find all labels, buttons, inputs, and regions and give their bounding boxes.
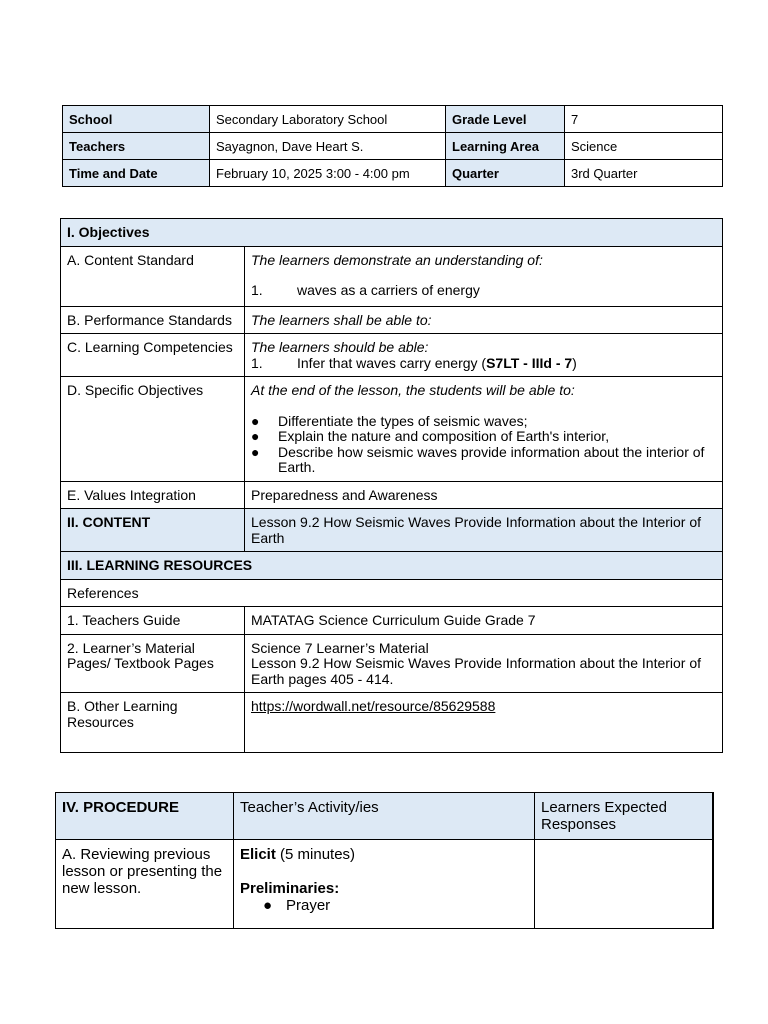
learning-resources-heading: III. LEARNING RESOURCES [61,552,723,580]
performance-standards-label: B. Performance Standards [61,306,245,334]
preliminaries-list [240,897,528,914]
wordwall-link[interactable]: https://wordwall.net/resource/85629588 [251,698,496,714]
competencies-intro: The learners should be able: [251,339,429,355]
competency-line [297,356,577,372]
teachers-value: Sayagnon, Dave Heart S. [210,133,446,160]
bullet-icon: ● [251,428,260,444]
content-text: Lesson 9.2 How Seismic Waves Provide Information about the Interior of Earth [245,509,723,552]
content-standard-intro: The learners demonstrate an understanding of: [251,251,543,268]
competency-text: Infer that waves carry energy ( [297,354,487,371]
values-integration-label: E. Values Integration [61,481,245,509]
competencies-item [251,356,717,372]
values-integration-text: Preparedness and Awareness [245,481,723,509]
lesson-info-table [62,105,723,187]
specific-objectives-label: D. Specific Objectives [61,377,245,482]
bullet-icon: ● [263,897,273,914]
teachers-guide-value: MATATAG Science Curriculum Guide Grade 7 [245,607,723,635]
quarter-label: Quarter [446,160,565,187]
specific-objectives-list [251,414,717,476]
list-item-text: Differentiate the types of seismic waves; [278,412,528,429]
school-value: Secondary Laboratory School [210,106,446,133]
learners-material-cell [245,634,723,693]
specific-objectives-cell [245,377,723,482]
elicit-line [240,846,528,863]
teacher-activity-cell [234,840,535,929]
specific-objectives-intro: At the end of the lesson, the students will be able to: [251,382,575,398]
bullet-icon: ● [251,443,260,460]
content-standard-cell [245,246,723,306]
list-item-text: Explain the nature and composition of Earth's interior, [278,428,610,444]
list-item [263,897,528,914]
list-item-text: Describe how seismic waves provide information about the interior of Earth. [278,443,705,475]
references-label: References [61,579,723,607]
teachers-guide-label: 1. Teachers Guide [61,607,245,635]
procedure-row-label: A. Reviewing previous lesson or presenting the new lesson. [56,840,234,929]
learners-material-label: 2. Learner’s Material Pages/ Textbook Pages [61,634,245,693]
list-item [251,429,717,445]
bullet-icon: ● [251,412,260,429]
list-item [251,414,717,430]
elicit-time: (5 minutes) [275,846,356,863]
list-number: 1. [251,282,263,298]
preliminaries-label: Preliminaries: [240,880,340,897]
learner-responses-column: Learners Expected Responses [535,793,713,840]
learning-area-label: Learning Area [446,133,565,160]
objectives-heading: I. Objectives [61,219,723,247]
learners-material-line2: Lesson 9.2 How Seismic Waves Provide Information about the Interior of Earth pages 405 - 414. [251,655,702,687]
learning-competencies-cell [245,334,723,377]
learning-competencies-label: C. Learning Competencies [61,334,245,377]
learner-responses-cell [535,840,713,929]
competency-code: S7LT - IIId - 7 [486,354,573,371]
teacher-activity-column: Teacher’s Activity/ies [234,793,535,840]
list-item-text: Prayer [286,897,331,914]
performance-standards-text: The learners shall be able to: [245,306,723,334]
grade-level-label: Grade Level [446,106,565,133]
procedure-heading: IV. PROCEDURE [56,793,234,840]
procedure-table [55,792,714,929]
content-heading: II. CONTENT [61,509,245,552]
other-resources-label: B. Other Learning Resources [61,693,245,753]
school-label: School [63,106,210,133]
other-resources-cell [245,693,723,753]
learners-material-line1: Science 7 Learner’s Material [251,639,429,656]
competency-close: ) [572,354,577,371]
content-standard-label: A. Content Standard [61,246,245,306]
learning-area-value: Science [565,133,723,160]
time-date-label: Time and Date [63,160,210,187]
elicit-label: Elicit [240,846,276,863]
lesson-plan-table [60,218,723,753]
list-item [251,445,717,476]
time-date-value: February 10, 2025 3:00 - 4:00 pm [210,160,446,187]
list-number: 1. [251,354,263,371]
quarter-value: 3rd Quarter [565,160,723,187]
grade-level-value: 7 [565,106,723,133]
content-standard-item [251,283,717,299]
teachers-label: Teachers [63,133,210,160]
list-item-text: waves as a carriers of energy [297,282,480,298]
